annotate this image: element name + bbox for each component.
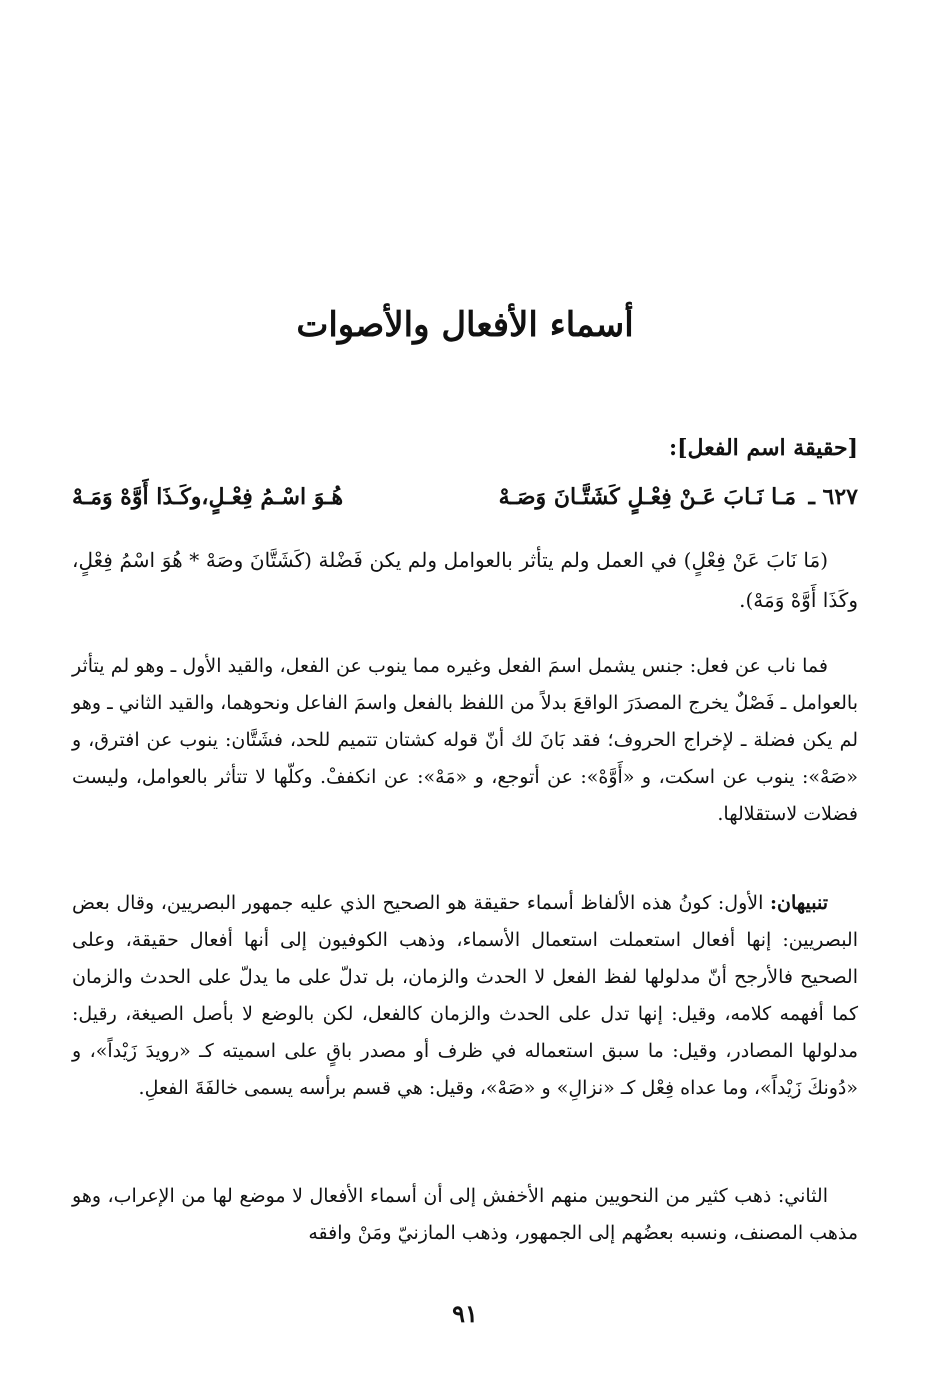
commentary-paragraph: (مَا نَابَ عَنْ فِعْلٍ) في العمل ولم يتأثر بالعوامل ولم يكن فَضْلة (كَشَتَّانَ وصَهْ * هُوَ اسْمُ فِعْلٍ، وكَذَا أَوَّهْ وَمَهْ). [72,548,858,612]
verse-commentary [72,540,858,620]
section-heading: [حقيقة اسم الفعل]: [669,435,858,461]
definition-block [72,648,858,833]
second-note-paragraph: الثاني: ذهب كثير من النحويين منهم الأخفش إلى أن أسماء الأفعال لا موضع لها من الإعراب، وهو مذهب المصنف، ونسبه بعضُهم إلى الجمهور، وذهب المازنيّ ومَنْ وافقه [72,1185,858,1244]
verse-number: ٦٢٧ ـ [808,484,858,510]
verse-first-hemistich: مَـا نَـابَ عَـنْ فِعْـلٍ كَشَتَّـانَ وَصَـهْ [498,484,796,510]
definition-paragraph: فما ناب عن فعل: جنس يشمل اسمَ الفعل وغيره مما ينوب عن الفعل، والقيد الأول ـ وهو لم يتأثر بالعوامل ـ فَصْلٌ يخرج المصدَرَ الواقعَ بدلاً من اللفظ بالفعل واسمَ الفاعل ونحوهما، والقيد الثاني ـ وهو لم يكن فضلة ـ لإخراج الحروف؛ فقد بَانَ لك أنّ قوله كشتان تتميم للحد، فشَتَّان: ينوب عن افترق، و «صَهْ»: ينوب عن اسكت، و «أَوَّهْ»: عن أتوجع، و «مَهْ»: عن انكففْ. وكلّها لا تتأثر بالعوامل، وليست فضلات لاستقلالها. [72,655,858,825]
verse-line [72,474,858,520]
chapter-title: أسماء الأفعال والأصوات [296,305,634,345]
verse-second-hemistich: هُـوَ اسْـمُ فِعْـلٍ،وكَـذَا أَوَّهْ وَمَـهْ [72,484,344,510]
second-note-block [72,1178,858,1252]
notes-label: تنبيهان: [769,892,828,914]
notes-paragraph [72,885,858,1107]
page-number: ٩١ [452,1299,478,1328]
notes-text: الأول: كونُ هذه الألفاظ أسماء حقيقة هو الصحيح الذي عليه جمهور البصريين، وقال بعض البصريين: إنها أفعال استعملت استعمال الأسماء، وذهب الكوفيون إلى أنها أفعال حقيقة، وعلى الصحيح فالأرجح أنّ مدلولها لفظ الفعل لا الحدث والزمان، بل تدلّ على ما يدلّ على الحدث والزمان كما أفهمه كلامه، وقيل: إنها تدل على الحدث والزمان كالفعل، لكن بالوضع لا بأصل الصيغة، رقيل: مدلولها المصادر، وقيل: ما سبق استعماله في ظرف أو مصدر باقٍ على اسميته كـ «رويدَ زَيْداً»، و «دُونكَ زَيْداً»، وما عداه فِعْل كـ «نزالِ» و «صَهْ»، وقيل: هي قسم برأسه يسمى خالفَةَ الفعلِ. [72,892,858,1099]
notes-block [72,885,858,1107]
